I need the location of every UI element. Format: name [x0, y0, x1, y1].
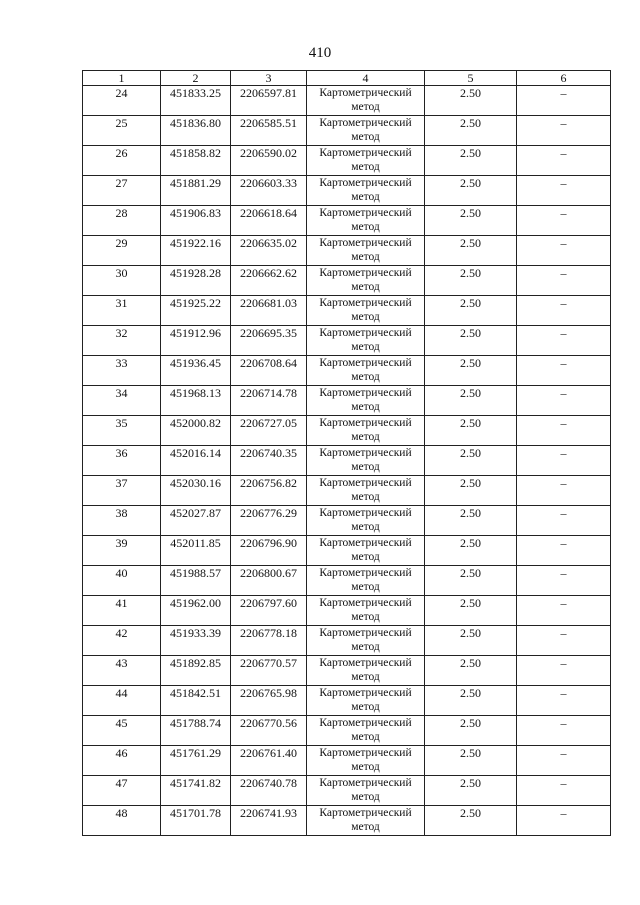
point-number-cell: 24	[83, 86, 161, 116]
x-coordinate-cell: 451741.82	[161, 776, 231, 806]
method-cell	[307, 236, 425, 266]
column-header: 2	[161, 71, 231, 86]
method-text-line: Картометрический	[319, 387, 412, 399]
method-cell	[307, 176, 425, 206]
table-row	[83, 176, 611, 206]
table-row	[83, 206, 611, 236]
table-row	[83, 536, 611, 566]
y-coordinate-cell: 2206590.02	[231, 146, 307, 176]
x-coordinate-cell: 451701.78	[161, 806, 231, 836]
table-row	[83, 326, 611, 356]
method-cell	[307, 506, 425, 536]
method-text-line: метод	[351, 311, 380, 323]
method-text-line: метод	[351, 551, 380, 563]
error-cell: 2.50	[425, 446, 517, 476]
method-text-line: Картометрический	[319, 807, 412, 819]
method-text-line: метод	[351, 251, 380, 263]
table-row	[83, 266, 611, 296]
point-number-cell: 25	[83, 116, 161, 146]
method-text-line: метод	[351, 821, 380, 833]
error-cell: 2.50	[425, 206, 517, 236]
method-text-line: метод	[351, 281, 380, 293]
note-cell: –	[517, 566, 611, 596]
column-header: 3	[231, 71, 307, 86]
method-cell	[307, 476, 425, 506]
y-coordinate-cell: 2206770.57	[231, 656, 307, 686]
table-row	[83, 386, 611, 416]
note-cell: –	[517, 116, 611, 146]
table-row	[83, 416, 611, 446]
method-text-line: Картометрический	[319, 567, 412, 579]
method-text-line: Картометрический	[319, 747, 412, 759]
error-cell: 2.50	[425, 566, 517, 596]
point-number-cell: 32	[83, 326, 161, 356]
table-row	[83, 686, 611, 716]
error-cell: 2.50	[425, 506, 517, 536]
y-coordinate-cell: 2206618.64	[231, 206, 307, 236]
note-cell: –	[517, 626, 611, 656]
table-row	[83, 356, 611, 386]
y-coordinate-cell: 2206765.98	[231, 686, 307, 716]
method-text-line: Картометрический	[319, 417, 412, 429]
method-text-line: Картометрический	[319, 327, 412, 339]
method-text-line: Картометрический	[319, 777, 412, 789]
method-text-line: метод	[351, 131, 380, 143]
note-cell: –	[517, 506, 611, 536]
method-text-line: метод	[351, 611, 380, 623]
method-text-line: метод	[351, 461, 380, 473]
method-text-line: метод	[351, 371, 380, 383]
point-number-cell: 48	[83, 806, 161, 836]
method-cell	[307, 626, 425, 656]
method-text-line: метод	[351, 221, 380, 233]
note-cell: –	[517, 236, 611, 266]
error-cell: 2.50	[425, 746, 517, 776]
x-coordinate-cell: 452027.87	[161, 506, 231, 536]
error-cell: 2.50	[425, 236, 517, 266]
method-cell	[307, 446, 425, 476]
method-cell	[307, 86, 425, 116]
method-cell	[307, 806, 425, 836]
x-coordinate-cell: 451836.80	[161, 116, 231, 146]
method-text-line: Картометрический	[319, 657, 412, 669]
error-cell: 2.50	[425, 116, 517, 146]
error-cell: 2.50	[425, 176, 517, 206]
table-header-row	[83, 71, 611, 86]
x-coordinate-cell: 451788.74	[161, 716, 231, 746]
point-number-cell: 45	[83, 716, 161, 746]
y-coordinate-cell: 2206796.90	[231, 536, 307, 566]
y-coordinate-cell: 2206635.02	[231, 236, 307, 266]
x-coordinate-cell: 451922.16	[161, 236, 231, 266]
x-coordinate-cell: 451933.39	[161, 626, 231, 656]
method-text-line: метод	[351, 731, 380, 743]
x-coordinate-cell: 451988.57	[161, 566, 231, 596]
method-text-line: Картометрический	[319, 537, 412, 549]
x-coordinate-cell: 451906.83	[161, 206, 231, 236]
y-coordinate-cell: 2206585.51	[231, 116, 307, 146]
table-row	[83, 116, 611, 146]
note-cell: –	[517, 386, 611, 416]
note-cell: –	[517, 176, 611, 206]
method-text-line: метод	[351, 101, 380, 113]
point-number-cell: 27	[83, 176, 161, 206]
note-cell: –	[517, 86, 611, 116]
point-number-cell: 42	[83, 626, 161, 656]
table-row	[83, 296, 611, 326]
error-cell: 2.50	[425, 476, 517, 506]
note-cell: –	[517, 446, 611, 476]
method-cell	[307, 416, 425, 446]
method-text-line: метод	[351, 191, 380, 203]
table-row	[83, 656, 611, 686]
point-number-cell: 26	[83, 146, 161, 176]
method-cell	[307, 386, 425, 416]
method-cell	[307, 206, 425, 236]
note-cell: –	[517, 536, 611, 566]
error-cell: 2.50	[425, 626, 517, 656]
method-cell	[307, 266, 425, 296]
y-coordinate-cell: 2206603.33	[231, 176, 307, 206]
method-cell	[307, 326, 425, 356]
method-text-line: Картометрический	[319, 357, 412, 369]
y-coordinate-cell: 2206756.82	[231, 476, 307, 506]
point-number-cell: 30	[83, 266, 161, 296]
method-text-line: Картометрический	[319, 717, 412, 729]
point-number-cell: 34	[83, 386, 161, 416]
y-coordinate-cell: 2206761.40	[231, 746, 307, 776]
method-cell	[307, 116, 425, 146]
y-coordinate-cell: 2206797.60	[231, 596, 307, 626]
table-row	[83, 506, 611, 536]
x-coordinate-cell: 452000.82	[161, 416, 231, 446]
method-text-line: метод	[351, 491, 380, 503]
point-number-cell: 36	[83, 446, 161, 476]
method-cell	[307, 596, 425, 626]
method-cell	[307, 776, 425, 806]
error-cell: 2.50	[425, 266, 517, 296]
x-coordinate-cell: 451761.29	[161, 746, 231, 776]
note-cell: –	[517, 266, 611, 296]
error-cell: 2.50	[425, 326, 517, 356]
table-row	[83, 446, 611, 476]
x-coordinate-cell: 451833.25	[161, 86, 231, 116]
method-text-line: метод	[351, 701, 380, 713]
note-cell: –	[517, 716, 611, 746]
column-header: 4	[307, 71, 425, 86]
note-cell: –	[517, 686, 611, 716]
method-cell	[307, 536, 425, 566]
method-text-line: метод	[351, 761, 380, 773]
y-coordinate-cell: 2206597.81	[231, 86, 307, 116]
point-number-cell: 38	[83, 506, 161, 536]
method-text-line: Картометрический	[319, 147, 412, 159]
point-number-cell: 35	[83, 416, 161, 446]
table-row	[83, 476, 611, 506]
method-text-line: метод	[351, 431, 380, 443]
x-coordinate-cell: 452016.14	[161, 446, 231, 476]
y-coordinate-cell: 2206740.35	[231, 446, 307, 476]
method-text-line: Картометрический	[319, 477, 412, 489]
y-coordinate-cell: 2206778.18	[231, 626, 307, 656]
point-number-cell: 46	[83, 746, 161, 776]
note-cell: –	[517, 146, 611, 176]
table-row	[83, 626, 611, 656]
table-row	[83, 596, 611, 626]
x-coordinate-cell: 451962.00	[161, 596, 231, 626]
x-coordinate-cell: 451858.82	[161, 146, 231, 176]
method-text-line: Картометрический	[319, 177, 412, 189]
method-text-line: метод	[351, 521, 380, 533]
x-coordinate-cell: 451842.51	[161, 686, 231, 716]
method-cell	[307, 356, 425, 386]
column-header: 6	[517, 71, 611, 86]
error-cell: 2.50	[425, 716, 517, 746]
coordinates-table	[82, 70, 611, 836]
x-coordinate-cell: 451892.85	[161, 656, 231, 686]
method-cell	[307, 566, 425, 596]
method-text-line: Картометрический	[319, 507, 412, 519]
note-cell: –	[517, 296, 611, 326]
point-number-cell: 47	[83, 776, 161, 806]
method-text-line: Картометрический	[319, 207, 412, 219]
error-cell: 2.50	[425, 596, 517, 626]
error-cell: 2.50	[425, 386, 517, 416]
table-row	[83, 716, 611, 746]
x-coordinate-cell: 451968.13	[161, 386, 231, 416]
error-cell: 2.50	[425, 776, 517, 806]
method-cell	[307, 296, 425, 326]
column-header: 1	[83, 71, 161, 86]
x-coordinate-cell: 451936.45	[161, 356, 231, 386]
note-cell: –	[517, 206, 611, 236]
point-number-cell: 28	[83, 206, 161, 236]
method-cell	[307, 746, 425, 776]
method-text-line: метод	[351, 161, 380, 173]
table-row	[83, 86, 611, 116]
note-cell: –	[517, 326, 611, 356]
error-cell: 2.50	[425, 656, 517, 686]
y-coordinate-cell: 2206770.56	[231, 716, 307, 746]
table-row	[83, 236, 611, 266]
point-number-cell: 43	[83, 656, 161, 686]
x-coordinate-cell: 451881.29	[161, 176, 231, 206]
y-coordinate-cell: 2206727.05	[231, 416, 307, 446]
method-cell	[307, 686, 425, 716]
y-coordinate-cell: 2206740.78	[231, 776, 307, 806]
method-cell	[307, 716, 425, 746]
y-coordinate-cell: 2206681.03	[231, 296, 307, 326]
method-text-line: Картометрический	[319, 627, 412, 639]
method-text-line: Картометрический	[319, 297, 412, 309]
table-row	[83, 746, 611, 776]
x-coordinate-cell: 451928.28	[161, 266, 231, 296]
point-number-cell: 29	[83, 236, 161, 266]
x-coordinate-cell: 452030.16	[161, 476, 231, 506]
table-row	[83, 146, 611, 176]
table-body	[83, 86, 611, 836]
note-cell: –	[517, 476, 611, 506]
y-coordinate-cell: 2206662.62	[231, 266, 307, 296]
method-text-line: Картометрический	[319, 267, 412, 279]
table-row	[83, 776, 611, 806]
error-cell: 2.50	[425, 296, 517, 326]
method-text-line: метод	[351, 341, 380, 353]
point-number-cell: 39	[83, 536, 161, 566]
error-cell: 2.50	[425, 686, 517, 716]
method-text-line: Картометрический	[319, 447, 412, 459]
x-coordinate-cell: 452011.85	[161, 536, 231, 566]
method-text-line: метод	[351, 581, 380, 593]
x-coordinate-cell: 451912.96	[161, 326, 231, 356]
table-row	[83, 566, 611, 596]
point-number-cell: 41	[83, 596, 161, 626]
error-cell: 2.50	[425, 86, 517, 116]
method-text-line: Картометрический	[319, 687, 412, 699]
y-coordinate-cell: 2206776.29	[231, 506, 307, 536]
error-cell: 2.50	[425, 146, 517, 176]
note-cell: –	[517, 746, 611, 776]
error-cell: 2.50	[425, 416, 517, 446]
y-coordinate-cell: 2206708.64	[231, 356, 307, 386]
error-cell: 2.50	[425, 356, 517, 386]
method-text-line: Картометрический	[319, 237, 412, 249]
note-cell: –	[517, 806, 611, 836]
note-cell: –	[517, 656, 611, 686]
point-number-cell: 33	[83, 356, 161, 386]
note-cell: –	[517, 416, 611, 446]
method-text-line: метод	[351, 671, 380, 683]
error-cell: 2.50	[425, 536, 517, 566]
method-text-line: Картометрический	[319, 117, 412, 129]
point-number-cell: 37	[83, 476, 161, 506]
note-cell: –	[517, 596, 611, 626]
point-number-cell: 40	[83, 566, 161, 596]
method-text-line: метод	[351, 641, 380, 653]
method-cell	[307, 656, 425, 686]
note-cell: –	[517, 356, 611, 386]
note-cell: –	[517, 776, 611, 806]
y-coordinate-cell: 2206695.35	[231, 326, 307, 356]
y-coordinate-cell: 2206714.78	[231, 386, 307, 416]
point-number-cell: 44	[83, 686, 161, 716]
table-row	[83, 806, 611, 836]
x-coordinate-cell: 451925.22	[161, 296, 231, 326]
method-text-line: Картометрический	[319, 597, 412, 609]
method-text-line: метод	[351, 791, 380, 803]
column-header: 5	[425, 71, 517, 86]
page-number: 410	[308, 45, 332, 61]
error-cell: 2.50	[425, 806, 517, 836]
point-number-cell: 31	[83, 296, 161, 326]
y-coordinate-cell: 2206741.93	[231, 806, 307, 836]
method-text-line: Картометрический	[319, 87, 412, 99]
method-text-line: метод	[351, 401, 380, 413]
method-cell	[307, 146, 425, 176]
y-coordinate-cell: 2206800.67	[231, 566, 307, 596]
